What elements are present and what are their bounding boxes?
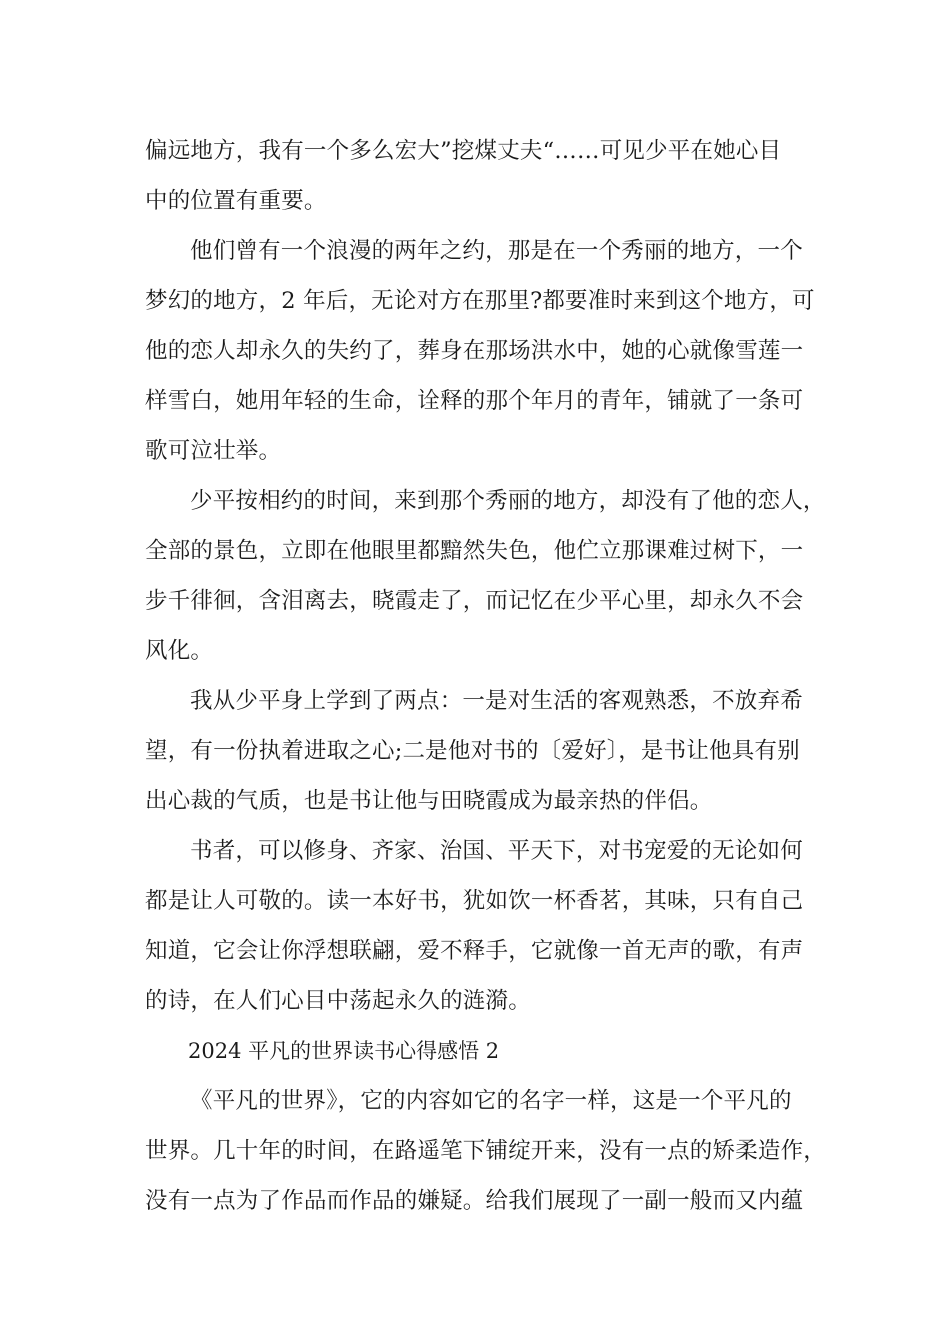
text-line: 知道，它会让你浮想联翩，爱不释手，它就像一首无声的歌，有声 — [145, 938, 804, 964]
text-line: 的诗，在人们心目中荡起永久的涟漪。 — [145, 988, 531, 1014]
paragraph-first-line: 他们曾有一个浪漫的两年之约，那是在一个秀丽的地方，一个 — [190, 238, 803, 264]
text-line: 世界。几十年的时间，在路遥笔下铺绽开来，没有一点的矫柔造作， — [145, 1138, 827, 1164]
paragraph-first-line: 《平凡的世界》，它的内容如它的名字一样，这是一个平凡的 — [190, 1088, 792, 1114]
text-line: 中的位置有重要。 — [145, 188, 327, 214]
section-heading: 2024 平凡的世界读书心得感悟 2 — [188, 1039, 500, 1063]
text-line: 偏远地方，我有一个多么宏大”挖煤丈夫“……可见少平在她心目 — [145, 138, 782, 164]
text-line: 步千徘徊，含泪离去，晓霞走了，而记忆在少平心里，却永久不会 — [145, 588, 804, 614]
text-line: 出心裁的气质，也是书让他与田晓霞成为最亲热的伴侣。 — [145, 788, 713, 814]
paragraph-first-line: 少平按相约的时间，来到那个秀丽的地方，却没有了他的恋人， — [190, 488, 826, 514]
text-line: 他的恋人却永久的失约了，葬身在那场洪水中，她的心就像雪莲一 — [145, 338, 804, 364]
paragraph-first-line: 我从少平身上学到了两点：一是对生活的客观熟悉，不放弃希 — [190, 688, 803, 714]
text-line: 全部的景色，立即在他眼里都黯然失色，他伫立那课难过树下，一 — [145, 538, 804, 564]
text-line: 没有一点为了作品而作品的嫌疑。给我们展现了一副一般而又内蕴 — [145, 1188, 804, 1214]
text-line: 都是让人可敬的。读一本好书，犹如饮一杯香茗，其味，只有自己 — [145, 888, 804, 914]
text-line: 样雪白，她用年轻的生命，诠释的那个年月的青年，铺就了一条可 — [145, 388, 804, 414]
text-line: 望，有一份执着进取之心;二是他对书的〔爱好〕，是书让他具有别 — [145, 738, 800, 764]
text-line: 歌可泣壮举。 — [145, 438, 282, 464]
text-line: 风化。 — [145, 638, 214, 664]
paragraph-first-line: 书者，可以修身、齐家、治国、平天下，对书宠爱的无论如何 — [190, 838, 803, 864]
text-line: 梦幻的地方，2 年后，无论对方在那里?都要准时来到这个地方，可 — [145, 288, 815, 314]
